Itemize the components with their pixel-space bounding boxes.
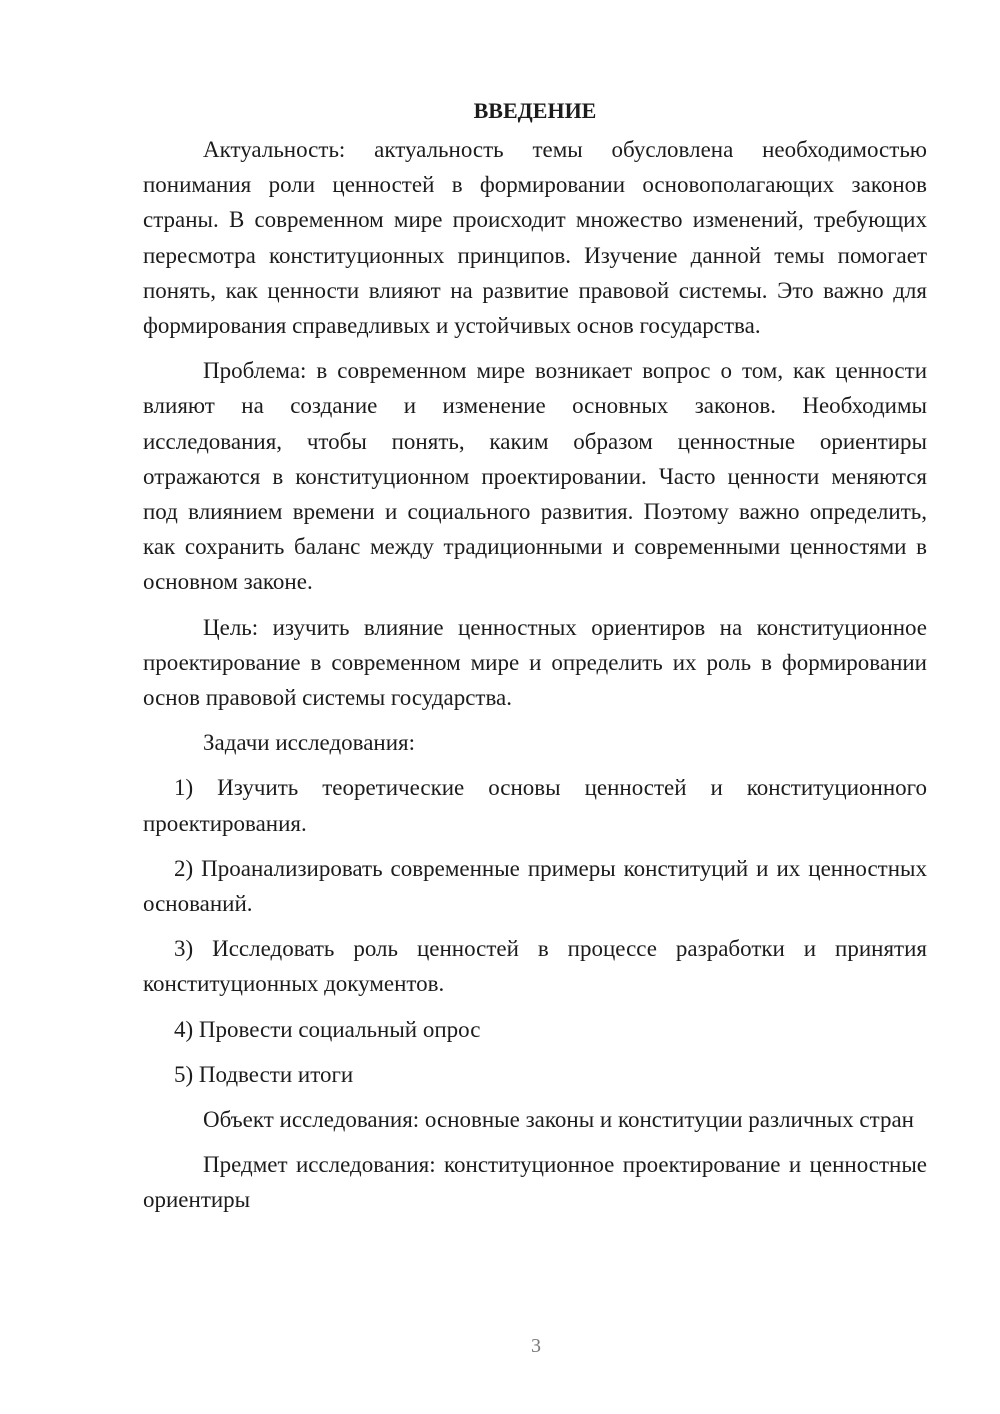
page-number: 3 — [531, 1335, 541, 1357]
page-title: ВВЕДЕНИЕ — [473, 98, 597, 123]
task-item-3: 3) Исследовать роль ценностей в процессе разработки и принятия конституционных документов. — [143, 936, 927, 997]
object-paragraph: Объект исследования: основные законы и конституции различных стран — [203, 1107, 914, 1133]
relevance-paragraph: Актуальность: актуальность темы обусловлена необходимостью понимания роли ценностей в формировании основополагающих законов страны. В современном мире происходит множество изменений, требующих пересмотра конституционных принципов. Изучение данной темы помогает понять, как ценности влияют на развитие правовой системы. Это важно для формирования справедливых и устойчивых основ государства. — [143, 137, 927, 339]
problem-paragraph: Проблема: в современном мире возникает вопрос о том, как ценности влияют на создание и изменение основных законов. Необходимы исследования, чтобы понять, каким образом ценностные ориентиры отражаются в конституционном проектировании. Часто ценности меняются под влиянием времени и социального развития. Поэтому важно определить, как сохранить баланс между традиционными и современными ценностями в основном законе. — [143, 358, 927, 595]
task-item-2: 2) Проанализировать современные примеры конституций и их ценностных оснований. — [143, 855, 927, 917]
task-item-4: 4) Провести социальный опрос — [174, 1016, 481, 1042]
task-item-5: 5) Подвести итоги — [174, 1061, 354, 1087]
goal-paragraph: Цель: изучить влияние ценностных ориентиров на конституционное проектирование в современном мире и определить их роль в формировании основ правовой системы государства. — [143, 614, 927, 711]
tasks-heading: Задачи исследования: — [203, 730, 416, 756]
subject-paragraph: Предмет исследования: конституционное проектирование и ценностные ориентиры — [143, 1152, 927, 1213]
task-item-1: 1) Изучить теоретические основы ценностей и конституционного проектирования. — [143, 775, 927, 836]
page-content — [143, 94, 927, 1218]
